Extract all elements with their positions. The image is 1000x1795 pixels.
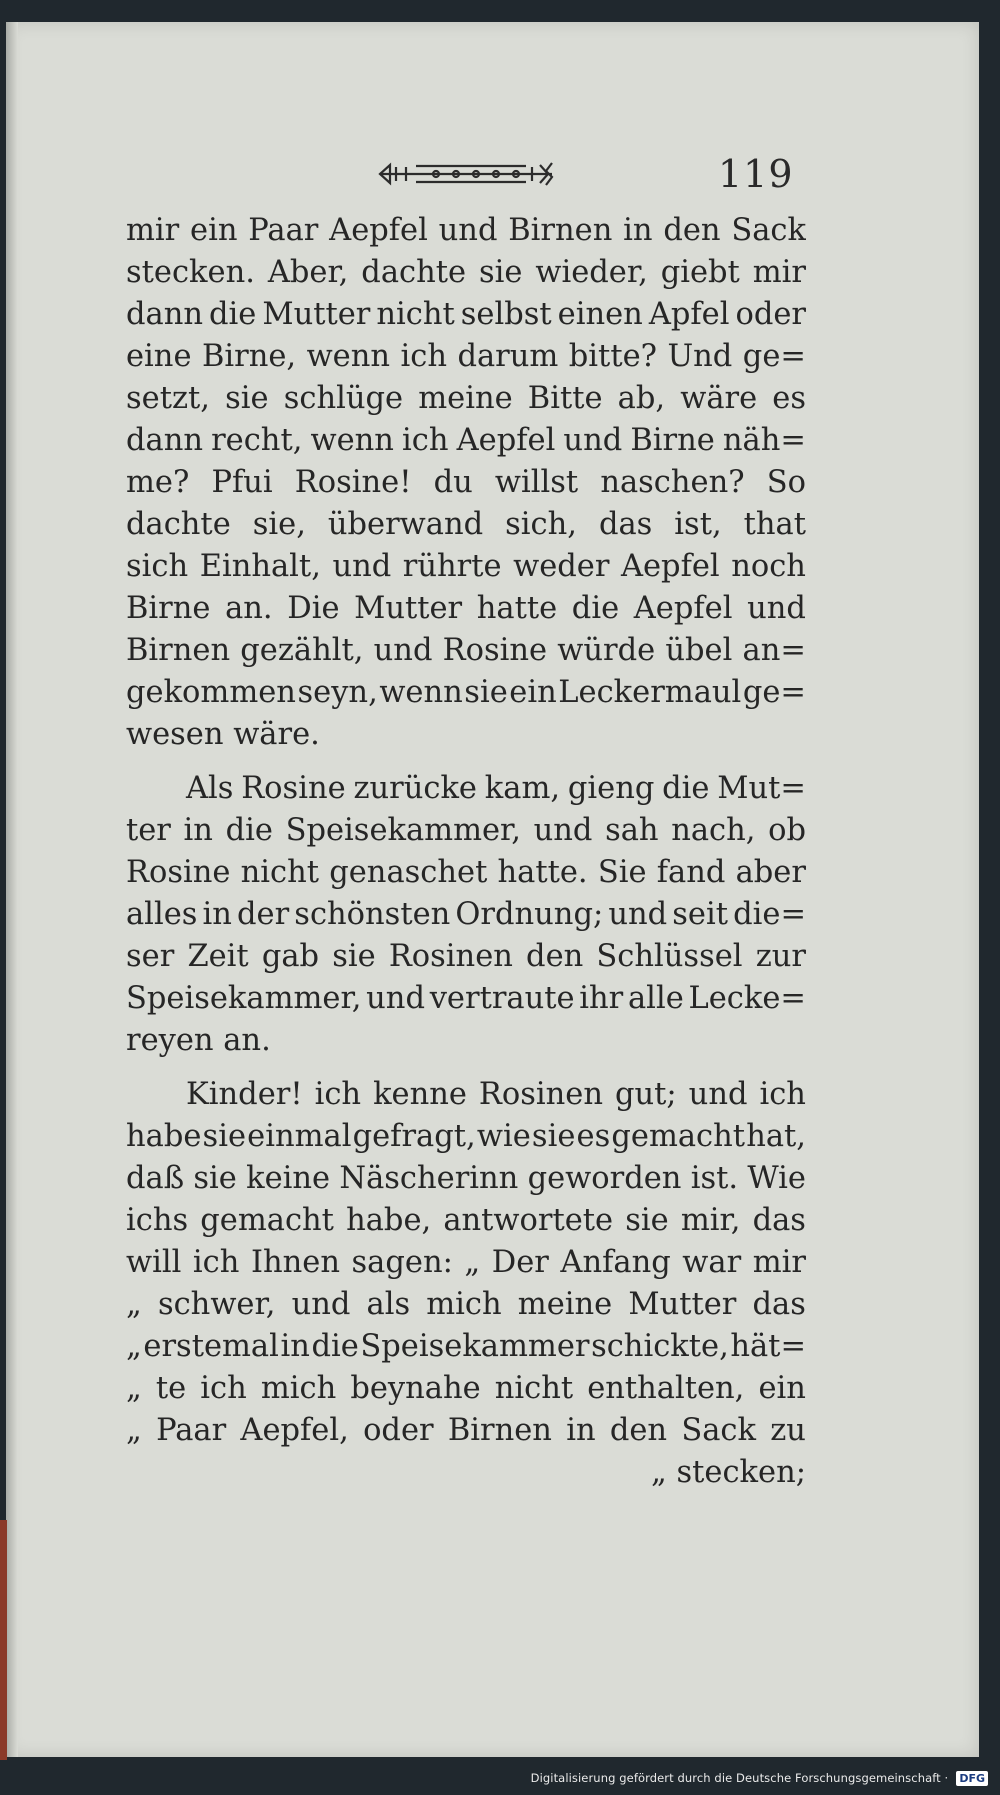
paragraph-1 xyxy=(126,210,806,756)
text-line: dann die Mutter nicht selbst einen Apfel oder xyxy=(126,297,806,332)
text-line: Birnen gezählt, und Rosine würde übel an= xyxy=(126,633,806,668)
text-line: dachte sie, überwand sich, das ist, that xyxy=(126,507,806,542)
text-line: Birne an. Die Mutter hatte die Aepfel und xyxy=(126,591,806,626)
text-line: ter in die Speisekammer, und sah nach, ob xyxy=(126,813,806,848)
text-line: Kinder! ich kenne Rosinen gut; und ich xyxy=(186,1077,806,1112)
text-line: sich Einhalt, und rührte weder Aepfel noch xyxy=(126,549,806,584)
text-line: gekommen seyn, wenn sie ein Leckermaul ge= xyxy=(126,675,806,710)
paragraph-3 xyxy=(126,1074,806,1452)
text-line: ser Zeit gab sie Rosinen den Schlüssel zur xyxy=(126,939,806,974)
text-line: Als Rosine zurücke kam, gieng die Mut= xyxy=(186,771,806,806)
text-line: alles in der schönsten Ordnung; und seit die= xyxy=(126,897,806,932)
book-page xyxy=(6,22,979,1757)
text-line: reyen an. xyxy=(126,1023,271,1058)
text-line: Rosine nicht genaschet hatte. Sie fand aber xyxy=(126,855,806,890)
page-gutter-shadow xyxy=(6,22,18,1757)
text-line: eine Birne, wenn ich darum bitte? Und ge= xyxy=(126,339,806,374)
text-line: dann recht, wenn ich Aepfel und Birne näh= xyxy=(126,423,806,458)
text-line: mir ein Paar Aepfel und Birnen in den Sack xyxy=(126,213,806,248)
text-line: habe sie einmal gefragt, wie sie es gemacht hat, xyxy=(126,1119,806,1154)
footer-credit: Digitalisierung gefördert durch die Deutsche Forschungsgemeinschaft · xyxy=(530,1771,949,1785)
text-line: will ich Ihnen sagen: „ Der Anfang war mir xyxy=(126,1245,806,1280)
text-line: „ te ich mich beynahe nicht enthalten, ein xyxy=(126,1371,806,1406)
text-line: „ Paar Aepfel, oder Birnen in den Sack zu xyxy=(126,1413,806,1448)
text-line: Speisekammer, und vertraute ihr alle Lecke= xyxy=(126,981,806,1016)
text-line: daß sie keine Näscherinn geworden ist. Wie xyxy=(126,1161,806,1196)
page-number: 119 xyxy=(718,152,794,196)
dfg-logo-icon: DFG xyxy=(956,1771,988,1786)
header-ornament-icon xyxy=(376,157,556,191)
text-line: wesen wäre. xyxy=(126,717,320,752)
catchword: „ stecken; xyxy=(651,1455,806,1490)
text-line: me? Pfui Rosine! du willst naschen? So xyxy=(126,465,806,500)
text-line: „ erstemal in die Speisekammer schickte, hät= xyxy=(126,1329,806,1364)
paragraph-2 xyxy=(126,768,806,1062)
digitization-footer xyxy=(531,1767,988,1789)
body-text xyxy=(126,210,806,1494)
text-line: „ schwer, und als mich meine Mutter das xyxy=(126,1287,806,1322)
text-line: ichs gemacht habe, antwortete sie mir, das xyxy=(126,1203,806,1238)
text-line: stecken. Aber, dachte sie wieder, giebt mir xyxy=(126,255,806,290)
text-line: setzt, sie schlüge meine Bitte ab, wäre es xyxy=(126,381,806,416)
binding-edge xyxy=(0,1520,7,1760)
